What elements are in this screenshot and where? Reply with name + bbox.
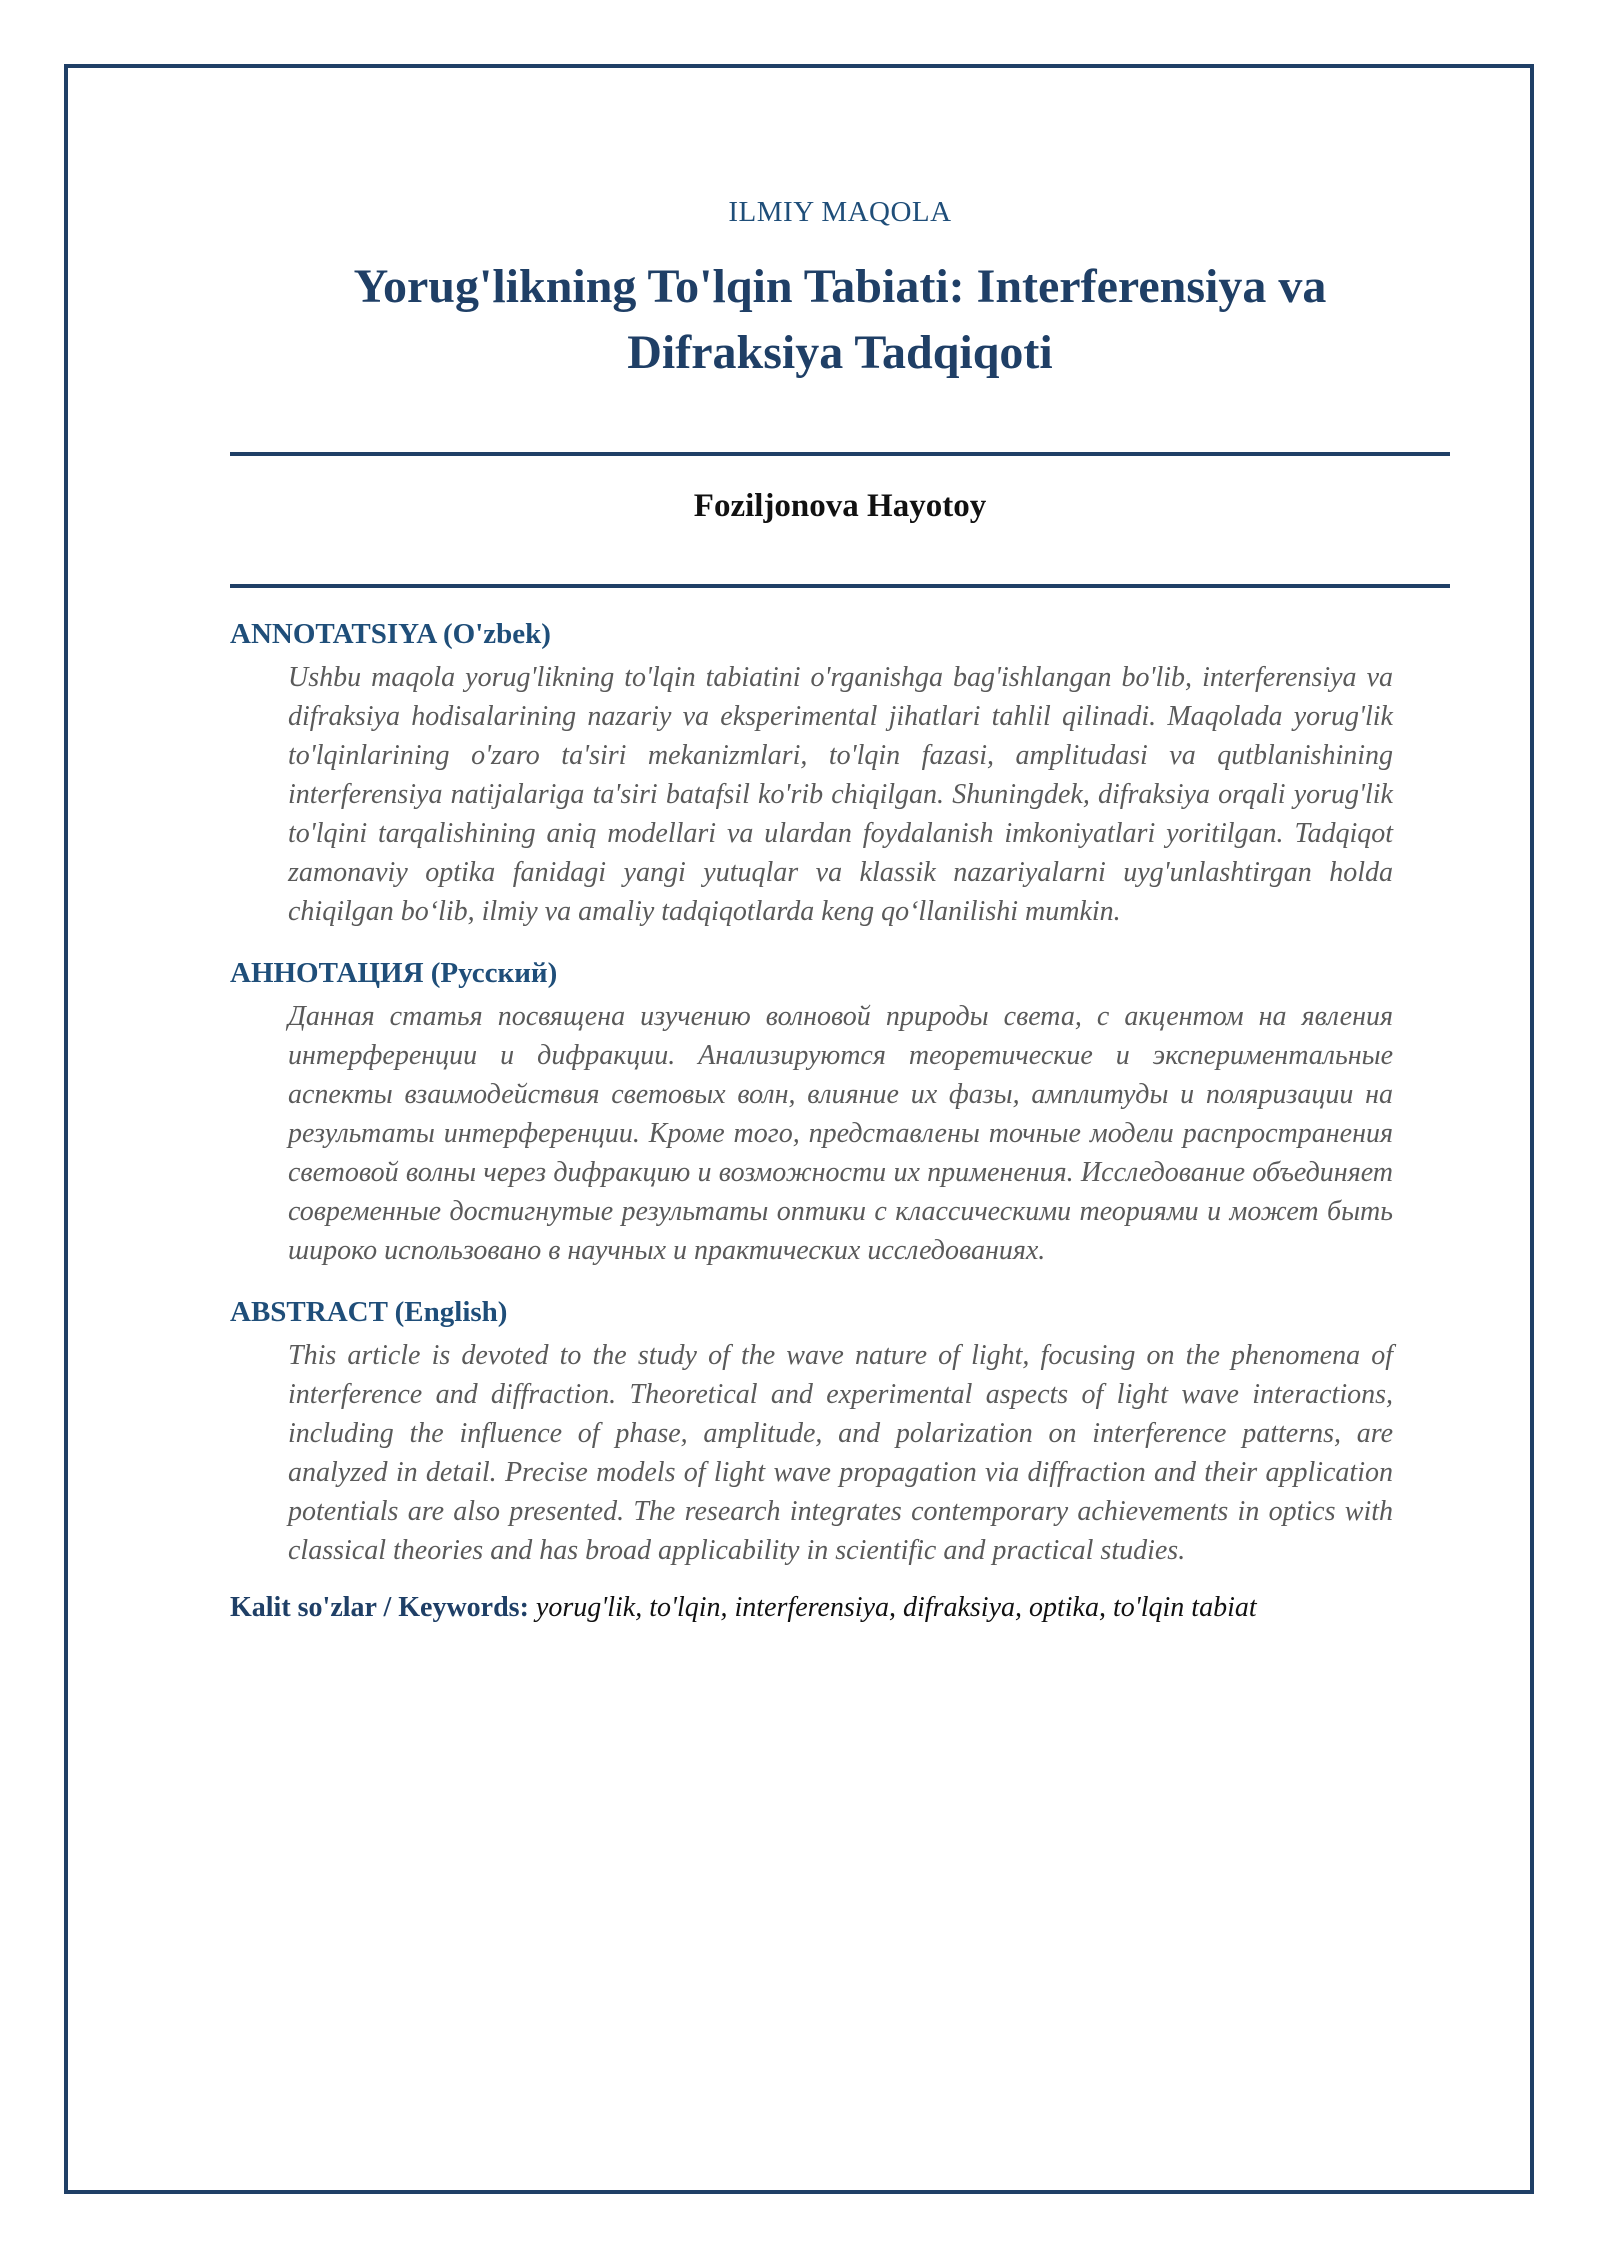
keywords-label: Kalit so'zlar / Keywords:	[230, 1592, 529, 1623]
paper-title-line-2: Difraksiya Tadqiqoti	[627, 326, 1053, 379]
paper-content	[230, 170, 1450, 1628]
abstract-english-heading: ABSTRACT (English)	[230, 1296, 508, 1328]
abstract-russian-heading: АННОТАЦИЯ (Русский)	[230, 957, 558, 989]
abstract-uzbek-text: Ushbu maqola yorug'likning to'lqin tabiatini o'rganishga bag'ishlangan bo'lib, interferensiya va difraksiya hodisalarining nazariy va eksperimental jihatlari tahlil qilinadi. Maqolada yorug'lik to'lqinlarining o'zaro ta'siri mekanizmlari, to'lqin fazasi, amplitudasi va qutblanishining interferensiya natijalariga ta'siri batafsil ko'rib chiqilgan. Shuningdek, difraksiya orqali yorug'lik to'lqini tarqalishining aniq modellari va ulardan foydalanish imkoniyatlari yoritilgan. Tadqiqot zamonaviy optika fanidagi yangi yutuqlar va klassik nazariyalarni uyg'unlashtirgan holda chiqilgan bo‘lib, ilmiy va amaliy tadqiqotlarda keng qo‘llanilishi mumkin.	[288, 662, 1393, 927]
title-divider	[230, 452, 1450, 456]
author-name: Foziljonova Hayotoy	[693, 488, 987, 524]
abstract-russian-text: Данная статья посвящена изучению волновой природы света, с акцентом на явления интерференции и дифракции. Анализируются теоретические и экспериментальные аспекты взаимодействия световых волн, влияние их фазы, амплитуды и поляризации на результаты интерференции. Кроме того, представлены точные модели распространения световой волны через дифракцию и возможности их применения. Исследование объединяет современные достигнутые результаты оптики с классическими теориями и может быть широко использовано в научных и практических исследованиях.	[288, 1001, 1393, 1266]
paper-title-line-1: Yorug'likning To'lqin Tabiati: Interferensiya va	[353, 260, 1327, 313]
paper-title	[230, 254, 1450, 386]
abstract-uzbek-heading: ANNOTATSIYA (O'zbek)	[230, 618, 551, 650]
abstract-english-text: This article is devoted to the study of the wave nature of light, focusing on the phenomena of interference and diffraction. Theoretical and experimental aspects of light wave interactions, including the influence of phase, amplitude, and polarization on interference patterns, are analyzed in detail. Precise models of light wave propagation via diffraction and their application potentials are also presented. The research integrates contemporary achievements in optics with classical theories and has broad applicability in scientific and practical studies.	[288, 1340, 1393, 1566]
author-divider	[230, 584, 1450, 588]
keywords-line	[230, 1588, 1450, 1628]
article-type-label: ILMIY MAQOLA	[728, 196, 952, 228]
keywords-values: yorug'lik, to'lqin, interferensiya, difraksiya, optika, to'lqin tabiat	[535, 1592, 1257, 1623]
